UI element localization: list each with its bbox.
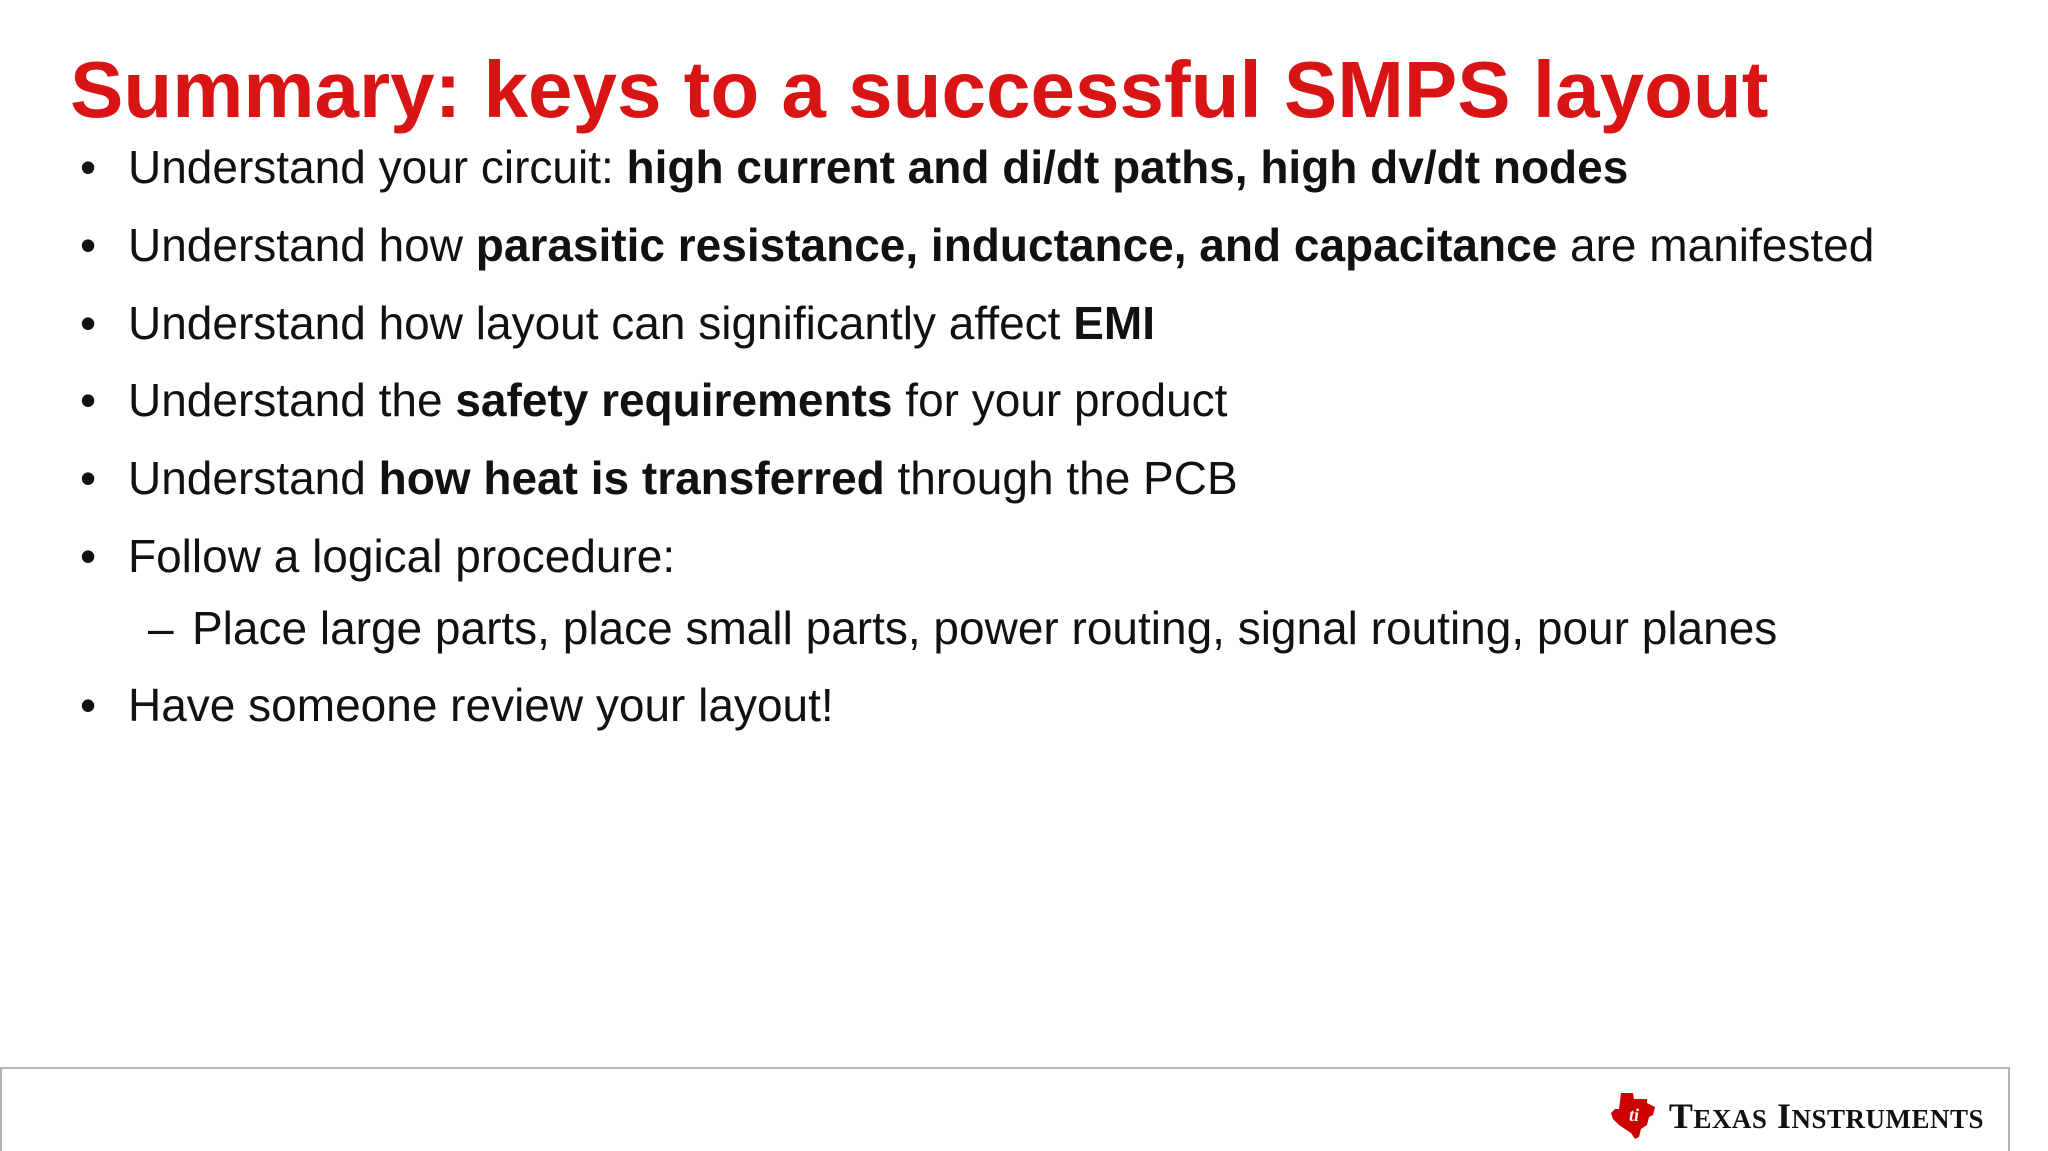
bullet-marker: • (80, 297, 97, 349)
bullet-text (128, 137, 1628, 197)
text-segment: Understand how (128, 219, 476, 271)
bold-phrase: high current and di/dt paths, high dv/dt nodes (626, 141, 1629, 193)
dash-marker: – (148, 602, 174, 654)
bullet-marker: • (80, 530, 97, 582)
bold-phrase: how heat is transferred (378, 452, 885, 504)
text-segment: Follow a logical procedure: (128, 530, 676, 582)
right-margin (2010, 0, 2048, 1151)
bullet-text (128, 526, 675, 586)
bullet-marker: • (80, 141, 97, 193)
bullet-marker: • (80, 374, 97, 426)
svg-text:ti: ti (1628, 1105, 1639, 1125)
texas-instruments-logo (1607, 1091, 1984, 1141)
text-segment: through the PCB (884, 452, 1238, 504)
bullet-text (128, 293, 1155, 353)
text-segment: for your product (892, 374, 1228, 426)
text-segment: Understand the (128, 374, 456, 426)
texas-instruments-wordmark: TEXAS INSTRUMENTS (1668, 1096, 1984, 1136)
bullet-marker: • (80, 679, 97, 731)
text-segment: Place large parts, place small parts, power routing, signal routing, pour planes (192, 602, 1778, 654)
texas-instruments-logo-icon (1607, 1091, 1659, 1141)
bullet-marker: • (80, 452, 97, 504)
bullet-text (128, 448, 1238, 508)
footer-bar (0, 1067, 2010, 1151)
bold-phrase: safety requirements (455, 374, 893, 426)
text-segment: Have someone review your layout! (128, 679, 834, 731)
bullet-text (192, 598, 1777, 658)
bullet-text (128, 370, 1227, 430)
text-segment: are manifested (1557, 219, 1875, 271)
text-segment: Understand your circuit: (128, 141, 627, 193)
bullet-text (128, 675, 834, 735)
bold-phrase: parasitic resistance, inductance, and capacitance (475, 219, 1558, 271)
bullet-text (128, 215, 1874, 275)
slide-title: Summary: keys to a successful SMPS layout (70, 45, 1769, 134)
bullet-marker: • (80, 219, 97, 271)
text-segment: Understand how layout can significantly affect (128, 297, 1074, 349)
bold-phrase: EMI (1073, 297, 1156, 349)
text-segment: Understand (128, 452, 379, 504)
